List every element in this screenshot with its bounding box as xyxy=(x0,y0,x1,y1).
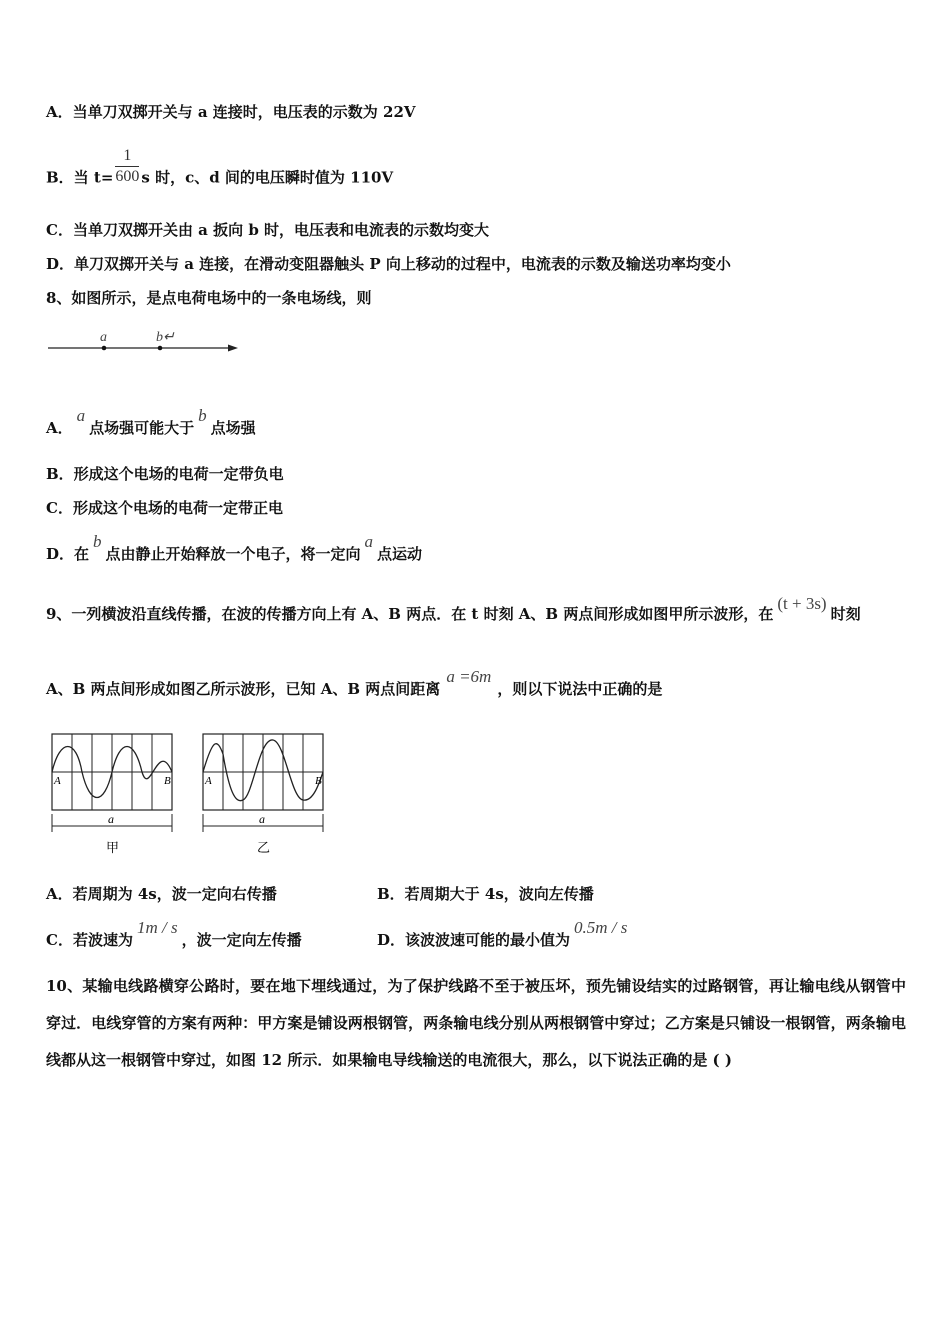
arrow-head-icon xyxy=(228,345,238,352)
figure-caption: 甲 xyxy=(106,840,120,855)
math-a: a xyxy=(364,532,374,551)
text: D．该波波速可能的最小值为 xyxy=(377,931,571,949)
figure-caption: 乙 xyxy=(257,840,271,855)
math-distance: a =6m xyxy=(446,667,492,686)
math-a: a xyxy=(76,406,86,425)
point-b-dot xyxy=(158,346,163,351)
fraction xyxy=(115,146,139,187)
text: A、B 两点间形成如图乙所示波形，已知 A、B 两点间距离 xyxy=(46,680,441,698)
text: 点场强可能大于 xyxy=(89,419,195,437)
q8-option-a xyxy=(46,406,256,438)
label-a: a xyxy=(259,812,265,826)
grid-lines xyxy=(203,734,323,810)
text: ，则以下说法中正确的是 xyxy=(497,680,663,698)
q9-option-a: A．若周期为 4s，波一定向右传播 xyxy=(46,885,277,903)
math-min-speed: 0.5m / s xyxy=(574,918,628,937)
label-a: a xyxy=(108,812,114,826)
math-b: b xyxy=(93,532,102,551)
q8-stem: 8、如图所示，是点电荷电场中的一条电场线，则 xyxy=(46,289,372,307)
electric-field-line-figure xyxy=(46,326,246,358)
text: 点场强 xyxy=(210,419,256,437)
text: 点运动 xyxy=(377,545,423,563)
text: 点由静止开始释放一个电子，将一定向 xyxy=(105,545,361,563)
q7-option-b-suffix: s 时，c、d 间的电压瞬时值为 110V xyxy=(141,168,394,187)
q9-stem-line-1 xyxy=(46,594,861,624)
math-time: (t + 3s) xyxy=(777,594,827,613)
fraction-numerator: 1 xyxy=(115,146,139,167)
q7-option-b-prefix: B．当 t= xyxy=(46,168,114,187)
q8-option-b: B．形成这个电场的电荷一定带负电 xyxy=(46,465,284,483)
text: C．若波速为 xyxy=(46,931,133,949)
q10-stem: 10、某输电线路横穿公路时，要在地下埋线通过，为了保护线路不至于被压坏，预先铺设结实的过路钢管，再让输电线从钢管中穿过．电线穿管的方案有两种：甲方案是铺设两根钢管，两条输电线分别从两根钢管中穿过；乙方案是只铺设一根钢管，两条输电线都从这一根钢管中穿过，如图 12 所示．如果输电导线输送的电流很大，那么，以下说法正确的是 ( ) xyxy=(46,977,906,1069)
q9-option-c xyxy=(46,918,302,950)
point-b-label: b↵ xyxy=(156,330,175,345)
label-A: A xyxy=(54,775,61,787)
fraction-denominator: 600 xyxy=(115,168,140,185)
point-a-label: a xyxy=(100,330,107,345)
option-prefix: D．在 xyxy=(46,545,90,563)
q9-option-d xyxy=(377,918,631,950)
math-speed: 1m / s xyxy=(136,918,178,937)
q7-option-d: D．单刀双掷开关与 a 连接，在滑动变阻器触头 P 向上移动的过程中，电流表的示数及输送功率均变小 xyxy=(46,255,731,273)
q7-option-b xyxy=(46,147,394,199)
point-a-dot xyxy=(102,346,107,351)
wave-figure-jia xyxy=(46,728,180,858)
label-B: B xyxy=(164,775,171,787)
option-prefix: A． xyxy=(46,419,73,437)
q9-option-b: B．若周期大于 4s，波向左传播 xyxy=(377,885,594,903)
q7-option-a: A．当单刀双掷开关与 a 连接时，电压表的示数为 22V xyxy=(46,103,416,121)
q7-option-c: C．当单刀双掷开关由 a 扳向 b 时，电压表和电流表的示数均变大 xyxy=(46,221,490,239)
q8-option-d xyxy=(46,532,423,564)
text: 9、一列横波沿直线传播，在波的传播方向上有 A、B 两点．在 t 时刻 A、B 两点间形成如图甲所示波形，在 xyxy=(46,605,774,623)
text: ，波一定向左传播 xyxy=(181,931,302,949)
q8-option-c: C．形成这个电场的电荷一定带正电 xyxy=(46,499,283,517)
q9-stem-line-2 xyxy=(46,667,663,699)
math-b: b xyxy=(198,406,207,425)
wave-figure-yi xyxy=(197,728,331,858)
label-A: A xyxy=(205,775,212,787)
text: 时刻 xyxy=(830,605,861,623)
label-B: B xyxy=(315,775,322,787)
